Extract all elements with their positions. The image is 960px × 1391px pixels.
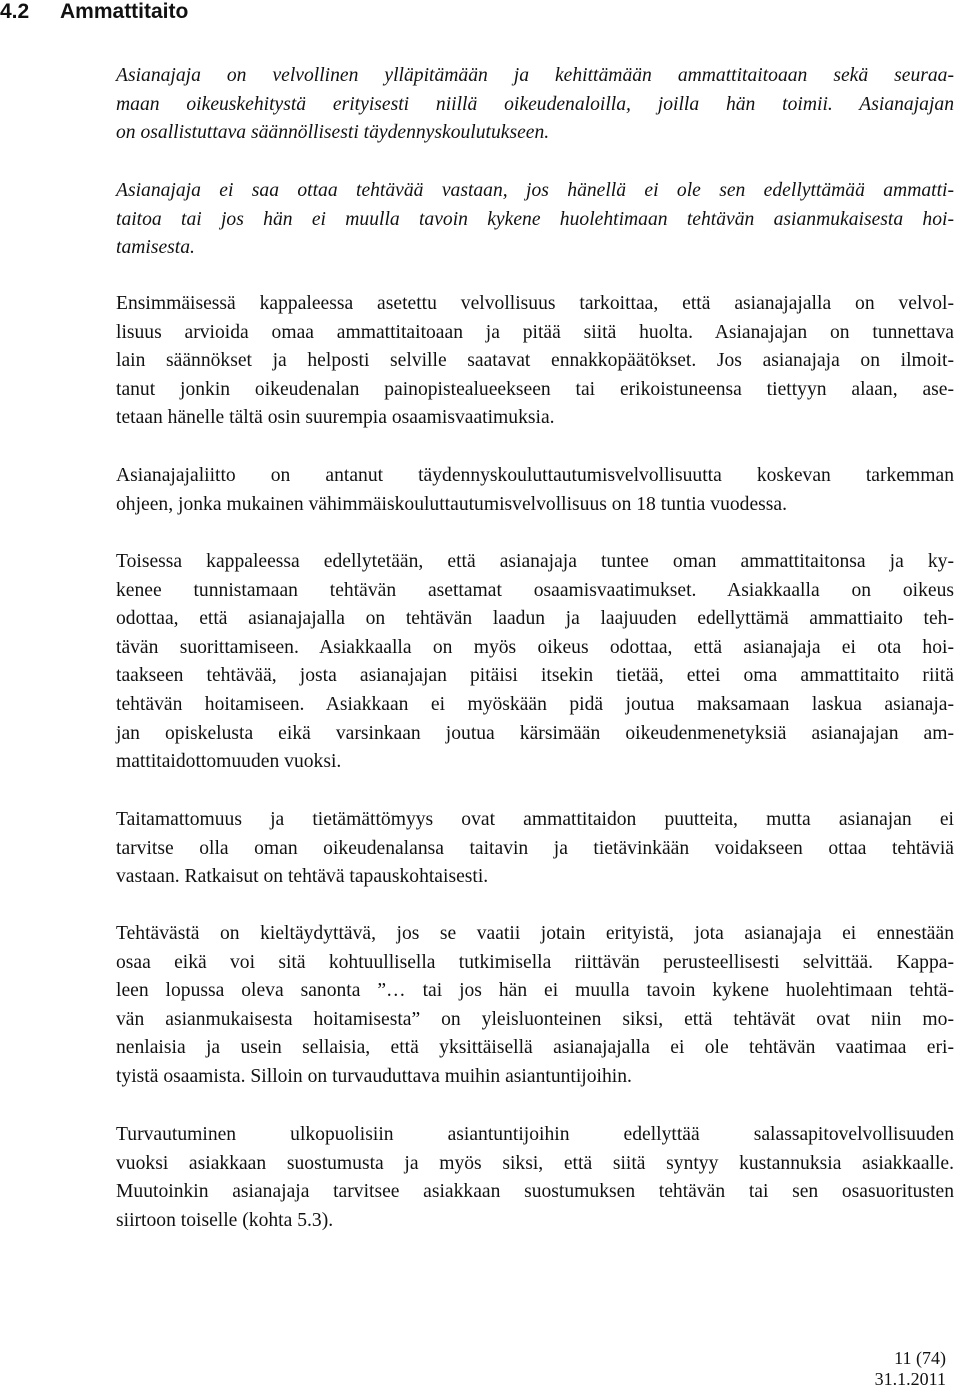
- text-line: Taitamattomuus ja tietämättömyys ovat ammattitaidon puutteita, mutta asianajan ei: [116, 809, 954, 830]
- text-line: kenee tunnistamaan tehtävän asettamat osaamisvaatimukset. Asiakkaalla on oikeus: [116, 579, 954, 601]
- text-line: osaa eikä voi sitä kohtuullisella tutkimisella riittävän perusteellisesti selvittää. Kappa-: [116, 951, 954, 973]
- text-line: Ensimmäisessä kappaleessa asetettu velvollisuus tarkoittaa, että asianajajalla on velvol-: [116, 293, 954, 314]
- commentary-paragraph: [116, 806, 954, 892]
- section-title: Ammattitaito: [60, 0, 189, 23]
- text-line: vastaan. Ratkaisut on tehtävä tapauskohtaisesti.: [116, 866, 489, 888]
- text-line: jan opiskelusta eikä varsinkaan joutua kärsimään oikeudenmenetyksiä asianajajan am-: [116, 722, 954, 744]
- rule-paragraph: [116, 62, 954, 148]
- text-line: taakseen tehtävää, josta asianajajan pitäisi itsekin tietää, ettei oma ammattitaito riitä: [116, 665, 954, 687]
- text-line: odottaa, että asianajajalla on tehtävän laadun ja laajuuden edellyttämä ammattiaito teh-: [116, 608, 954, 630]
- text-line: tanut jonkin oikeudenalan painopistealueekseen tai erikoistuneensa tiettyyn alaan, ase-: [116, 378, 954, 400]
- text-line: tetaan hänelle tältä osin suurempia osaamisvaatimuksia.: [116, 407, 555, 429]
- commentary-paragraph: [116, 920, 954, 1092]
- text-line: Asianajaja ei saa ottaa tehtävää vastaan, jos hänellä ei ole sen edellyttämää ammatti-: [116, 180, 954, 201]
- text-line: siirtoon toiselle (kohta 5.3).: [116, 1209, 334, 1231]
- text-line: Muutoinkin asianajaja tarvitsee asiakkaan suostumuksen tehtävän tai sen osasuoritusten: [116, 1181, 954, 1203]
- commentary-paragraph: [116, 462, 954, 519]
- page-number: 11 (74): [894, 1348, 946, 1368]
- section-heading: [0, 0, 188, 24]
- text-line: on osallistuttava säännöllisesti täydennyskoulutukseen.: [116, 122, 550, 144]
- text-line: tarvitse olla oman oikeudenalansa taitavin ja tietävinkään voidakseen ottaa tehtäviä: [116, 837, 954, 859]
- rule-paragraph: [116, 177, 954, 263]
- commentary-paragraph: [116, 290, 954, 433]
- text-line: vuoksi asiakkaan suostumusta ja myös siksi, että siitä syntyy kustannuksia asiakkaalle.: [116, 1152, 954, 1174]
- text-line: tehtävän hoitamiseen. Asiakkaan ei myöskään pidä joutua maksamaan laskua asianaja-: [116, 693, 954, 715]
- text-line: maan oikeuskehitystä erityisesti niillä oikeudenaloilla, joilla hän toimii. Asianajajan: [116, 93, 954, 115]
- text-line: ohjeen, jonka mukainen vähimmäiskouluttautumisvelvollisuus on 18 tuntia vuodessa.: [116, 493, 787, 515]
- text-line: mattitaidottomuuden vuoksi.: [116, 751, 342, 773]
- text-line: nenlaisia ja usein sellaisia, että yksittäisellä asianajajalla ei ole tehtävän vaatimaa eri-: [116, 1037, 954, 1059]
- text-line: vän asianmukaisesta hoitamisesta” on yleisluonteinen siksi, että tehtävät ovat niin mo-: [116, 1008, 954, 1030]
- text-line: Tehtävästä on kieltäydyttävä, jos se vaatii jotain erityistä, jota asianajaja ei ennestään: [116, 923, 954, 944]
- document-date: 31.1.2011: [874, 1369, 946, 1389]
- text-line: lisuus arvioida omaa ammattitaitoaan ja pitää siitä huolta. Asianajajan on tunnettava: [116, 321, 954, 343]
- section-number: 4.2: [0, 0, 30, 23]
- text-line: leen lopussa oleva sanonta ”… tai jos hän ei muulla tavoin kykene huolehtimaan tehtä-: [116, 980, 954, 1002]
- text-line: Toisessa kappaleessa edellytetään, että asianajaja tuntee oman ammattitaitonsa ja ky-: [116, 551, 954, 572]
- text-line: Asianajaja on velvollinen ylläpitämään ja kehittämään ammattitaitoaan sekä seuraa-: [116, 65, 954, 86]
- commentary-paragraph: [116, 548, 954, 777]
- text-line: Asianajajaliitto on antanut täydennyskouluttautumisvelvollisuutta koskevan tarkemman: [116, 465, 954, 486]
- text-line: taitoa tai jos hän ei muulla tavoin kykene huolehtimaan tehtävän asianmukaisesta hoi-: [116, 208, 954, 230]
- text-line: tävän suorittamiseen. Asiakkaalla on myös oikeus odottaa, että asianajaja ei ota hoi-: [116, 636, 954, 658]
- text-line: tyistä osaamista. Silloin on turvauduttava muihin asiantuntijoihin.: [116, 1065, 632, 1087]
- commentary-paragraph: [116, 1121, 954, 1235]
- text-line: tamisesta.: [116, 237, 195, 259]
- text-line: Turvautuminen ulkopuolisiin asiantuntijoihin edellyttää salassapitovelvollisuuden: [116, 1124, 954, 1145]
- text-line: lain säännökset ja helposti selville saatavat ennakkopäätökset. Jos asianajaja on ilmoit-: [116, 350, 954, 372]
